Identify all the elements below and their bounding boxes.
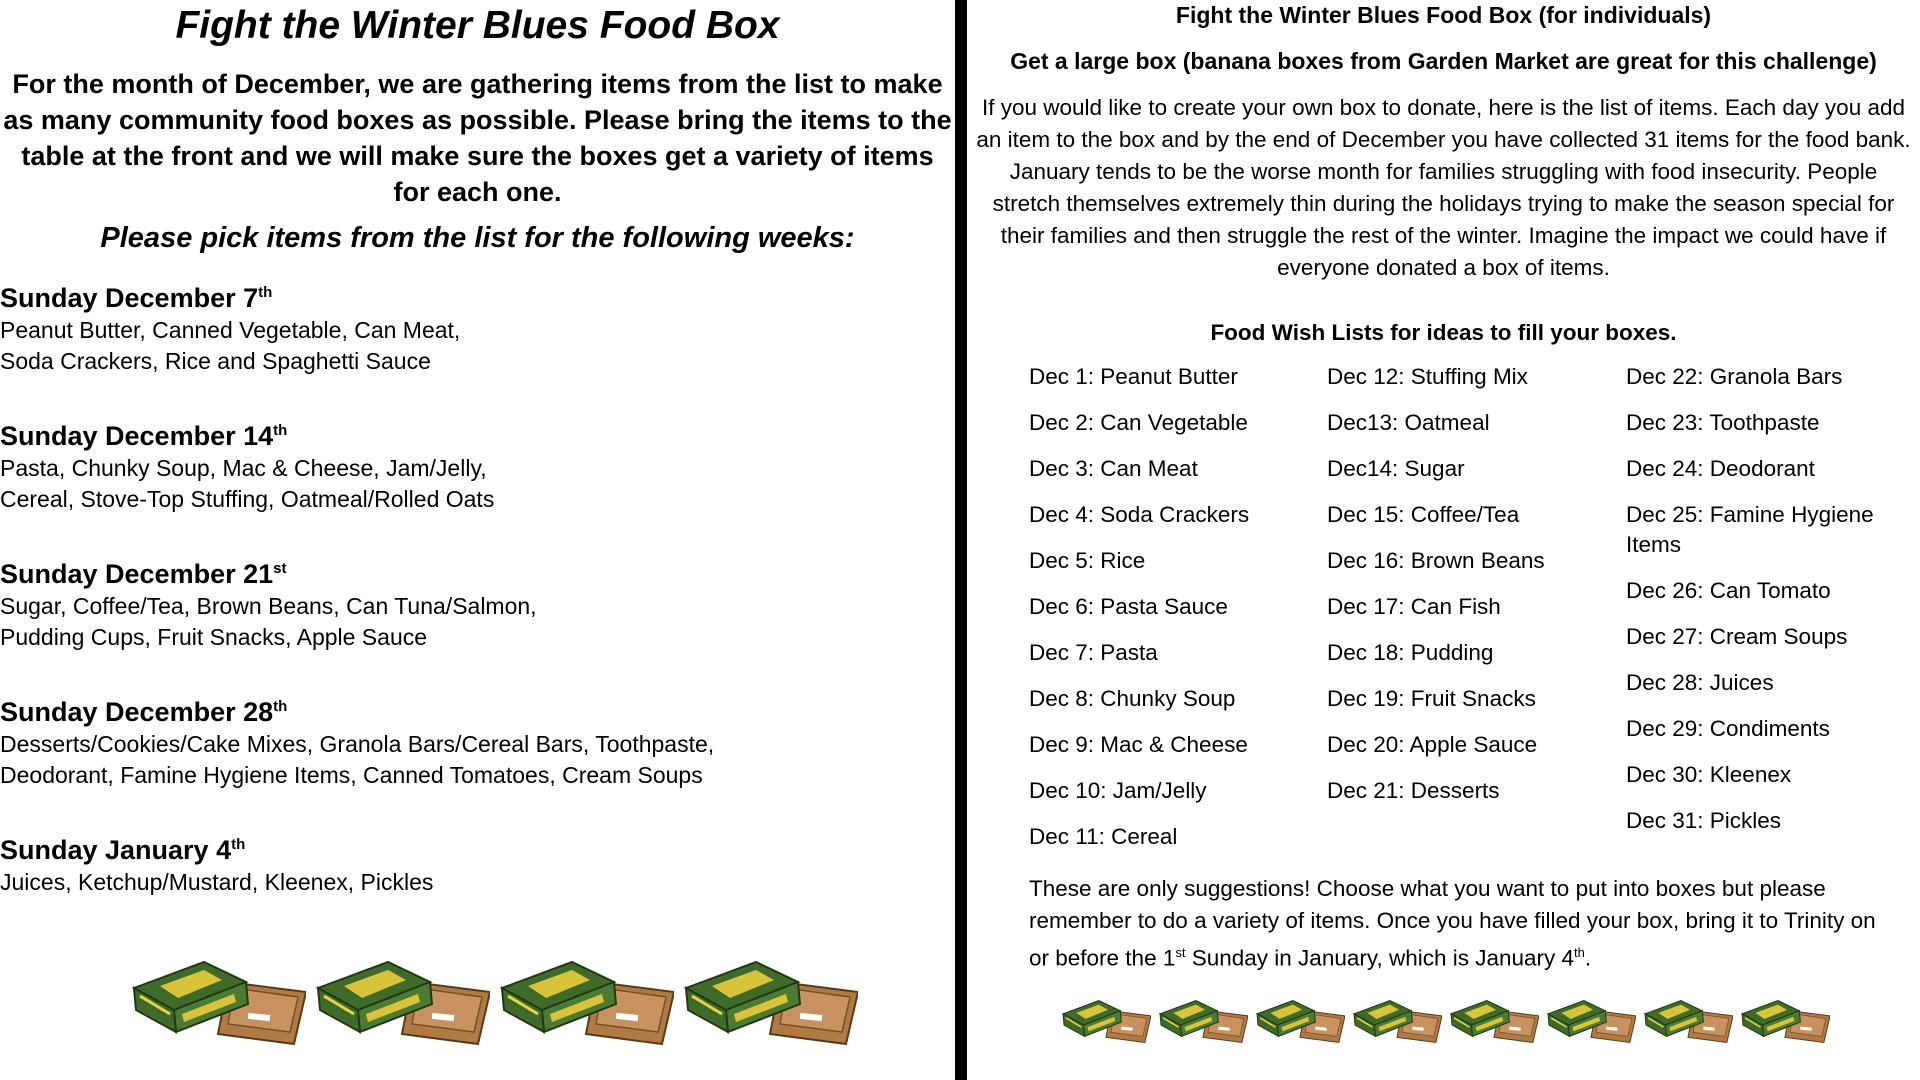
week-items: Juices, Ketchup/Mustard, Kleenex, Pickles [0, 869, 434, 895]
banana-box-icon [1546, 995, 1636, 1052]
weekly-schedule [0, 276, 955, 935]
food-box-illustrations [1061, 995, 1830, 1052]
banana-box-icon [1740, 995, 1830, 1052]
wish-list-item: Dec 20: Apple Sauce [1327, 732, 1538, 757]
individual-box-title: Fight the Winter Blues Food Box (for individuals) [1175, 2, 1712, 28]
week-heading: Sunday December 7th [0, 283, 273, 313]
wish-list-item: Dec 29: Condiments [1626, 716, 1830, 741]
wish-list-item: Dec 19: Fruit Snacks [1327, 686, 1536, 711]
flyer-intro: For the month of December, we are gathering items from the list to make as many community food boxes as possible. Please bring the items to the table at the front and we will make sure the boxes get a variety of items for each one. [3, 69, 952, 207]
wish-list-item: Dec14: Sugar [1327, 456, 1465, 481]
week-items: Sugar, Coffee/Tea, Brown Beans, Can Tuna/Salmon, Pudding Cups, Fruit Snacks, Apple Sauce [0, 593, 537, 650]
wish-list-item: Dec 23: Toothpaste [1626, 410, 1820, 435]
page-divider [955, 0, 967, 1080]
banana-box-icon [498, 952, 674, 1057]
week-heading: Sunday December 21st [0, 559, 287, 589]
wish-list-item: Dec 30: Kleenex [1626, 762, 1792, 787]
week-block [0, 552, 955, 653]
week-heading: Sunday December 14th [0, 421, 288, 451]
banana-box-icon [1061, 995, 1151, 1052]
wish-list-item: Dec 5: Rice [1029, 548, 1146, 573]
wish-list-item: Dec 1: Peanut Butter [1029, 364, 1238, 389]
wish-list-item: Dec 24: Deodorant [1626, 456, 1815, 481]
week-block [0, 690, 955, 791]
wish-list-item: Dec 4: Soda Crackers [1029, 502, 1250, 527]
wish-list-item: Dec 12: Stuffing Mix [1327, 364, 1528, 389]
week-heading: Sunday December 28th [0, 697, 288, 727]
food-box-illustrations [130, 952, 858, 1057]
week-items: Desserts/Cookies/Cake Mixes, Granola Bars/Cereal Bars, Toothpaste, Deodorant, Famine Hygiene Items, Canned Tomatoes, Cream Soups [0, 731, 715, 788]
banana-box-icon [1449, 995, 1539, 1052]
closing-note: These are only suggestions! Choose what you want to put into boxes but please remember to do a variety of items. Once you have filled your box, bring it to Trinity on or before the 1st Sunday in January, which is January 4th. [1029, 876, 1876, 971]
wish-list-item: Dec 31: Pickles [1626, 808, 1782, 833]
wish-list-item: Dec 10: Jam/Jelly [1029, 778, 1207, 803]
wish-list-heading: Food Wish Lists for ideas to fill your boxes. [1210, 320, 1677, 345]
flyer-subheading: Please pick items from the list for the following weeks: [100, 222, 855, 254]
banana-box-icon [130, 952, 306, 1057]
wish-list-item: Dec 6: Pasta Sauce [1029, 594, 1228, 619]
banana-box-icon [1255, 995, 1345, 1052]
banana-box-icon [682, 952, 858, 1057]
wish-list-item: Dec 2: Can Vegetable [1029, 410, 1248, 435]
wish-list-item: Dec 7: Pasta [1029, 640, 1158, 665]
left-flyer-page [0, 0, 955, 1080]
week-heading: Sunday January 4th [0, 835, 246, 865]
individual-box-subheading: Get a large box (banana boxes from Garden Market are great for this challenge) [1010, 48, 1877, 74]
week-block [0, 828, 955, 898]
week-items: Peanut Butter, Canned Vegetable, Can Meat, Soda Crackers, Rice and Spaghetti Sauce [0, 317, 461, 374]
banana-box-icon [314, 952, 490, 1057]
wish-list-item: Dec 15: Coffee/Tea [1327, 502, 1520, 527]
wish-list-column-3 [1626, 362, 1886, 852]
banana-box-icon [1158, 995, 1248, 1052]
wish-list-item: Dec 18: Pudding [1327, 640, 1494, 665]
wish-list-column-1 [1029, 362, 1289, 868]
wish-list-item: Dec 27: Cream Soups [1626, 624, 1848, 649]
week-block [0, 276, 955, 377]
wish-list-item: Dec13: Oatmeal [1327, 410, 1490, 435]
right-flyer-page [967, 0, 1920, 1080]
wish-list-column-2 [1327, 362, 1587, 822]
wish-list-item: Dec 26: Can Tomato [1626, 578, 1831, 603]
flyer-title: Fight the Winter Blues Food Box [175, 4, 780, 47]
banana-box-icon [1643, 995, 1733, 1052]
wish-list-item: Dec 3: Can Meat [1029, 456, 1198, 481]
wish-list-item: Dec 11: Cereal [1029, 824, 1178, 849]
wish-list-item: Dec 9: Mac & Cheese [1029, 732, 1248, 757]
individual-box-intro: If you would like to create your own box to donate, here is the list of items. Each day you add an item to the box and by the end of December you have collected 31 items for the food bank. January tends to be the worse month for families struggling with food insecurity. People stretch themselves extremely thin during the holidays trying to make the season special for their families and then struggle the rest of the winter. Imagine the impact we could have if everyone donated a box of items. [976, 95, 1911, 280]
wish-list-item: Dec 22: Granola Bars [1626, 364, 1843, 389]
wish-list-item: Dec 28: Juices [1626, 670, 1774, 695]
banana-box-icon [1352, 995, 1442, 1052]
wish-list-item: Dec 8: Chunky Soup [1029, 686, 1236, 711]
wish-list-item: Dec 17: Can Fish [1327, 594, 1501, 619]
week-block [0, 414, 955, 515]
wish-list-item: Dec 21: Desserts [1327, 778, 1500, 803]
wish-list-item: Dec 25: Famine Hygiene Items [1626, 502, 1874, 557]
week-items: Pasta, Chunky Soup, Mac & Cheese, Jam/Jelly, Cereal, Stove-Top Stuffing, Oatmeal/Rolled Oats [0, 455, 495, 512]
wish-list-item: Dec 16: Brown Beans [1327, 548, 1545, 573]
